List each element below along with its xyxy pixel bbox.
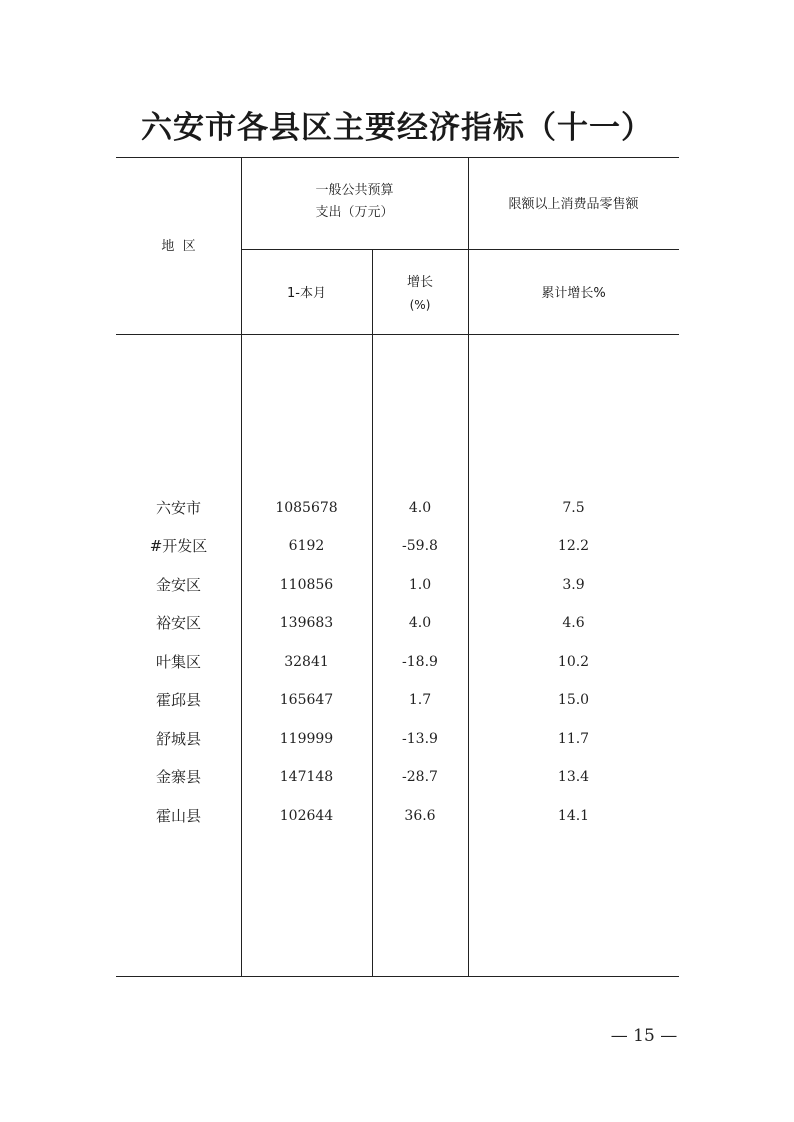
header-retail: 限额以上消费品零售额: [508, 197, 639, 212]
header-budget: [241, 180, 468, 224]
cell-ytd: 1085678: [275, 500, 338, 516]
table-bottom-rule: [116, 976, 679, 977]
header-retail-growth: 累计增长%: [541, 286, 606, 301]
page-number: — 15 —: [610, 1026, 678, 1046]
cell-retail-growth: 12.2: [557, 538, 590, 554]
cell-region: 金安区: [155, 576, 201, 594]
cell-growth: -59.8: [402, 538, 438, 554]
header-growth: [372, 272, 468, 316]
header-mid-rule: [241, 249, 679, 250]
cell-retail-growth: 14.1: [557, 808, 590, 824]
cell-growth: 4.0: [408, 615, 432, 631]
cell-ytd: 110856: [279, 577, 334, 593]
cell-ytd: 102644: [279, 808, 334, 824]
cell-retail-growth: 10.2: [557, 654, 590, 670]
cell-region: 霍山县: [155, 807, 201, 825]
cell-retail-growth: 7.5: [562, 500, 585, 516]
header-budget-line1: 一般公共预算: [315, 183, 394, 198]
cell-region: 舒城县: [155, 730, 201, 748]
cell-ytd: 165647: [279, 692, 334, 708]
header-region: 地 区: [161, 239, 196, 254]
page-title: 六安市各县区主要经济指标（十一）: [141, 110, 653, 146]
header-bottom-rule: [116, 334, 679, 335]
cell-region: 霍邱县: [155, 691, 201, 709]
cell-ytd: 139683: [279, 615, 334, 631]
cell-growth: 4.0: [408, 500, 432, 516]
header-growth-line1: 增长: [406, 275, 433, 290]
header-growth-line2: (%): [409, 298, 431, 312]
column-divider-3: [468, 157, 469, 977]
header-ytd: 1-本月: [287, 286, 326, 301]
cell-retail-growth: 3.9: [562, 577, 585, 593]
cell-retail-growth: 15.0: [557, 692, 590, 708]
cell-growth: -13.9: [402, 731, 438, 747]
cell-retail-growth: 11.7: [557, 731, 590, 747]
cell-ytd: 6192: [288, 538, 325, 554]
cell-retail-growth: 4.6: [562, 615, 585, 631]
cell-region: 裕安区: [155, 614, 201, 632]
cell-region: 叶集区: [155, 653, 201, 671]
cell-growth: 36.6: [404, 808, 436, 824]
cell-ytd: 147148: [279, 769, 334, 785]
header-budget-line2: 支出（万元）: [315, 205, 394, 220]
cell-region: 六安市: [155, 499, 201, 517]
cell-ytd: 32841: [284, 654, 329, 670]
cell-growth: -28.7: [402, 769, 438, 785]
cell-growth: -18.9: [402, 654, 438, 670]
cell-region: 金寨县: [155, 768, 201, 786]
column-divider-1: [241, 157, 242, 977]
cell-retail-growth: 13.4: [557, 769, 590, 785]
cell-growth: 1.7: [408, 692, 432, 708]
cell-region: #开发区: [149, 537, 208, 555]
table-top-rule: [116, 157, 679, 158]
cell-growth: 1.0: [408, 577, 432, 593]
cell-ytd: 119999: [279, 731, 334, 747]
